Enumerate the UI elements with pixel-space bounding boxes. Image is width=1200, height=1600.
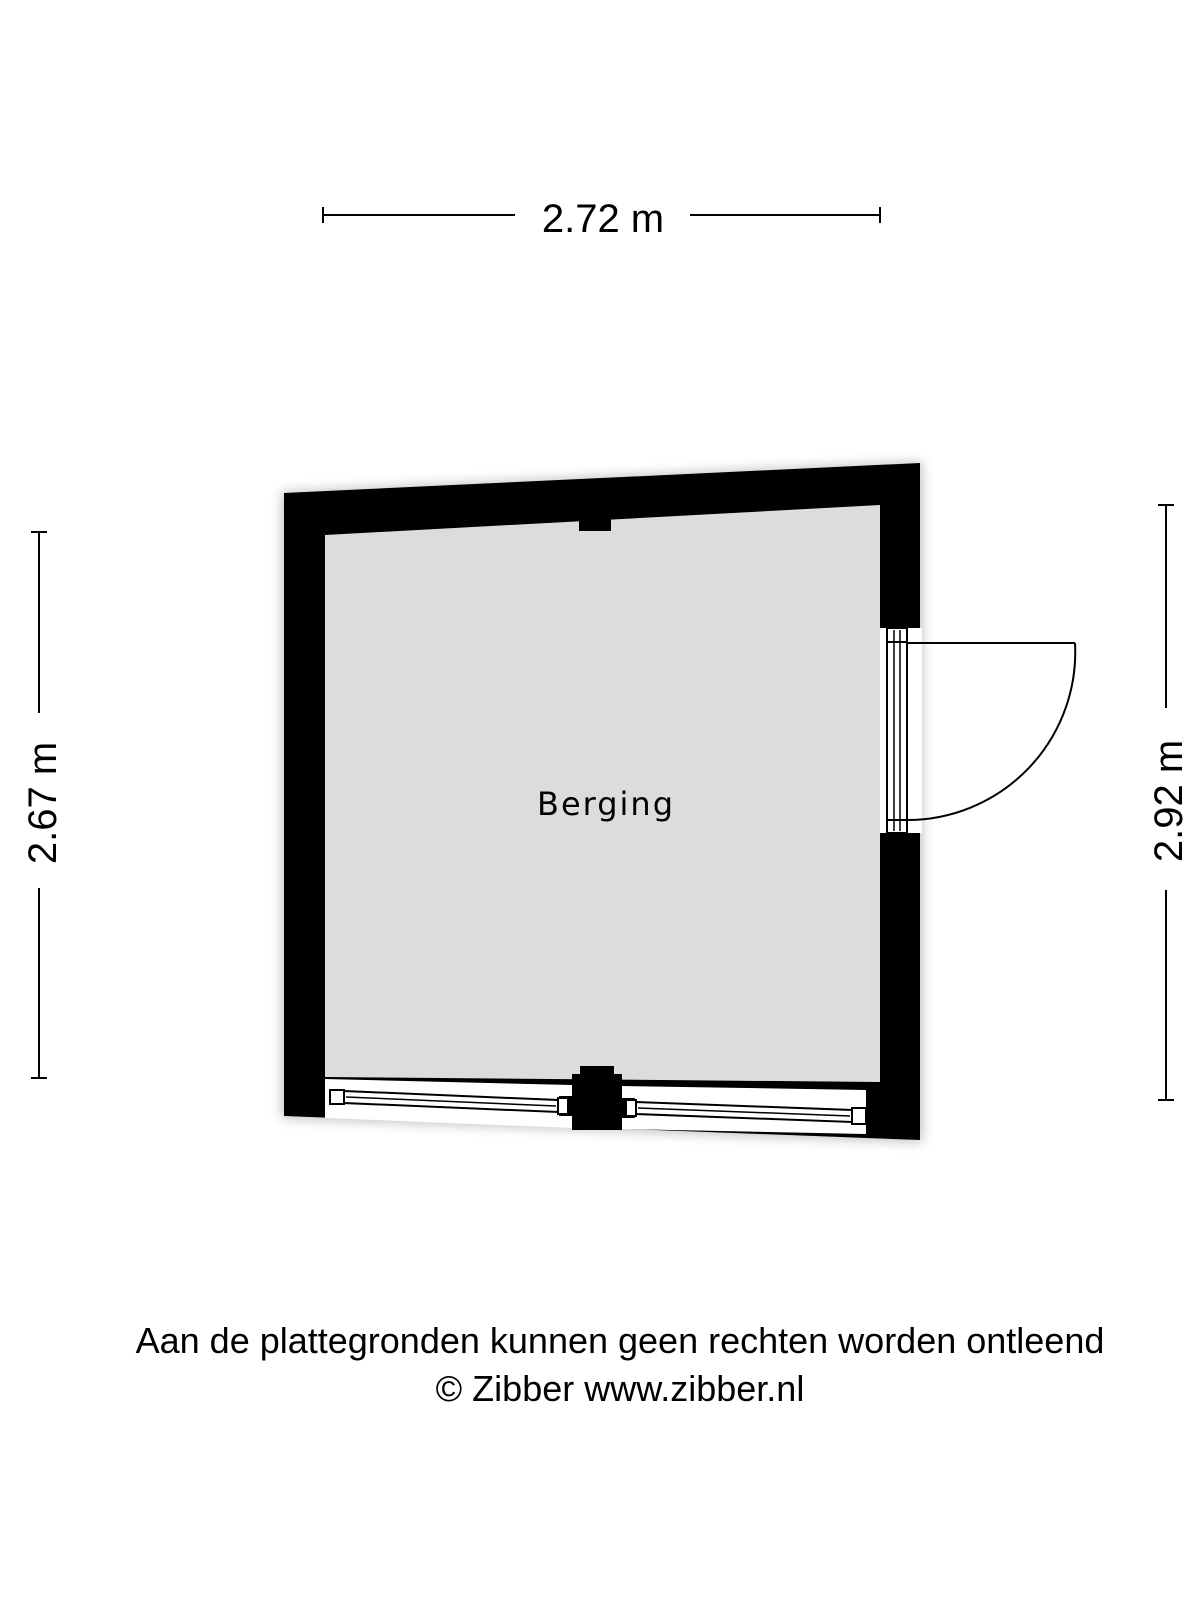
dimension-right — [1147, 505, 1191, 1100]
door-swing-arc — [907, 643, 1075, 820]
dimension-right-label: 2.92 m — [1147, 739, 1191, 863]
dimension-left — [21, 532, 65, 1078]
room-label: Berging — [536, 785, 676, 823]
disclaimer-text: Aan de plattegronden kunnen geen rechten worden ontleend — [135, 1320, 1105, 1361]
dimension-left-label: 2.67 m — [21, 741, 65, 865]
wall-pier-bottom — [572, 1074, 622, 1130]
dimension-top — [323, 197, 880, 241]
copyright-text: © Zibber www.zibber.nl — [435, 1368, 805, 1409]
dimension-top-label: 2.72 m — [541, 197, 665, 241]
wall-notch-top — [579, 517, 611, 531]
door — [880, 628, 1075, 833]
